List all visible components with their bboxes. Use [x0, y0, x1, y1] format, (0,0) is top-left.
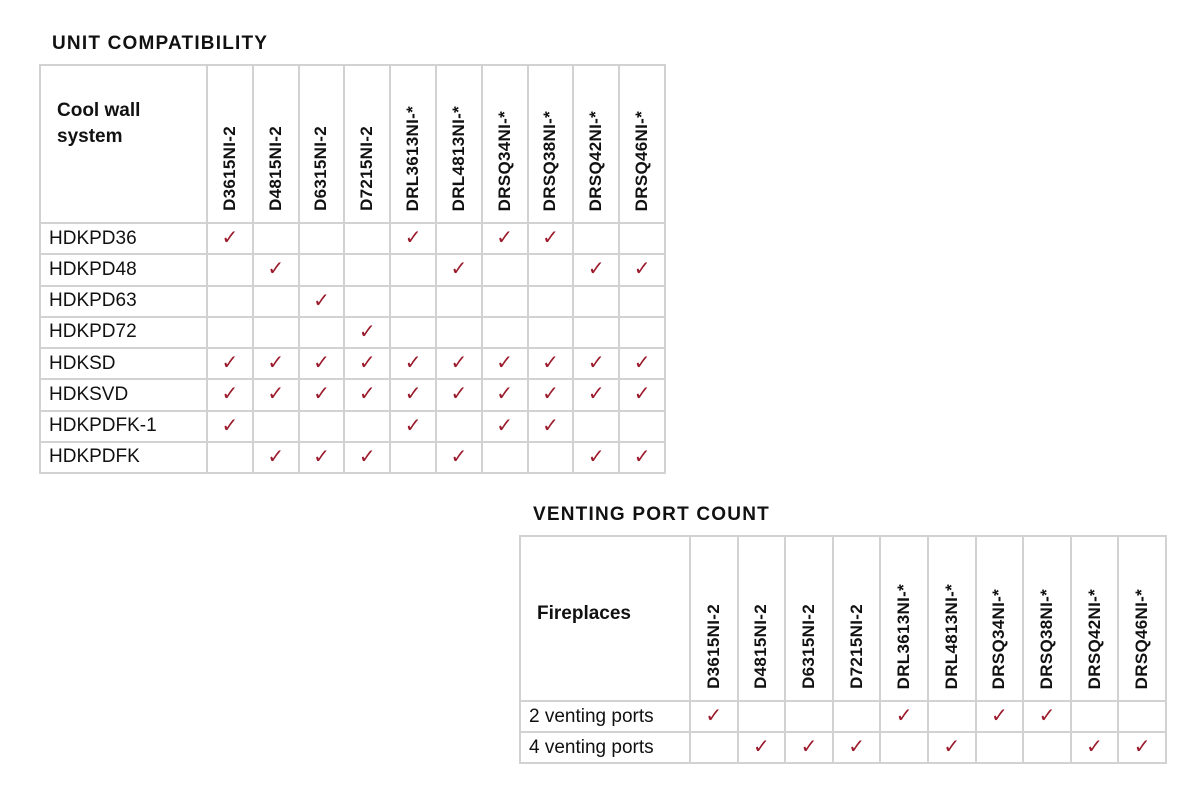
compat-cell [482, 411, 528, 442]
compat-cell [619, 317, 665, 348]
compat-cell [573, 379, 619, 410]
check-icon: ✓ [267, 445, 285, 468]
compat-cell [976, 732, 1024, 763]
check-icon: ✓ [404, 227, 422, 250]
column-header-label: DRSQ38NI-* [1036, 588, 1056, 689]
compat-cell [390, 254, 436, 285]
row-label: HDKPD63 [40, 286, 207, 317]
compat-cell [390, 379, 436, 410]
compat-cell [482, 254, 528, 285]
compat-cell [436, 442, 482, 473]
compat-cell [738, 701, 786, 732]
compat-cell [253, 442, 299, 473]
compat-cell [253, 348, 299, 379]
compat-cell [344, 254, 390, 285]
compat-cell [390, 442, 436, 473]
column-header [207, 65, 253, 223]
row-label: HDKPD48 [40, 254, 207, 285]
compat-cell [299, 223, 345, 254]
venting-port-count-table [519, 535, 1167, 764]
compat-cell [207, 442, 253, 473]
compat-cell [976, 701, 1024, 732]
compat-cell [207, 348, 253, 379]
compat-cell [482, 286, 528, 317]
check-icon: ✓ [313, 352, 330, 375]
check-icon: ✓ [542, 352, 559, 375]
table-row [40, 411, 665, 442]
compat-cell [573, 254, 619, 285]
compat-cell [573, 411, 619, 442]
column-header [619, 65, 665, 223]
compat-cell [619, 379, 665, 410]
compat-cell [528, 254, 574, 285]
compat-cell [482, 317, 528, 348]
table-row [40, 379, 665, 410]
corner-label: Fireplaces [520, 536, 690, 701]
column-header [785, 536, 833, 701]
compat-cell [436, 411, 482, 442]
compat-cell [253, 317, 299, 348]
check-icon: ✓ [1086, 736, 1103, 758]
compat-cell [299, 286, 345, 317]
corner-label: Cool wall system [40, 65, 207, 223]
check-icon: ✓ [848, 736, 865, 758]
column-header [299, 65, 345, 223]
column-header-label: DRL4813NI-* [448, 105, 468, 211]
compat-cell [436, 254, 482, 285]
compat-cell [253, 411, 299, 442]
compat-cell [207, 379, 253, 410]
compat-cell [436, 317, 482, 348]
compat-cell [528, 223, 574, 254]
compat-cell [528, 379, 574, 410]
check-icon: ✓ [221, 414, 239, 437]
compat-cell [573, 348, 619, 379]
unit-compatibility-title: UNIT COMPATIBILITY [52, 33, 269, 54]
compat-cell [573, 442, 619, 473]
column-header [253, 65, 299, 223]
column-header-label: DRSQ46NI-* [1132, 588, 1152, 689]
compat-cell [1118, 732, 1166, 763]
column-header [528, 65, 574, 223]
column-header-label: D4815NI-2 [265, 126, 285, 211]
compat-cell [253, 254, 299, 285]
compat-cell [344, 379, 390, 410]
column-header-label: D3615NI-2 [219, 126, 239, 211]
check-icon: ✓ [450, 258, 468, 281]
compat-cell [436, 223, 482, 254]
check-icon: ✓ [633, 258, 651, 281]
compat-cell [299, 442, 345, 473]
check-icon: ✓ [267, 352, 285, 375]
check-icon: ✓ [542, 414, 559, 437]
compat-cell [619, 348, 665, 379]
column-header-label: DRSQ42NI-* [1084, 588, 1104, 689]
check-icon: ✓ [587, 352, 605, 375]
compat-cell [390, 286, 436, 317]
compat-cell [299, 317, 345, 348]
compat-cell [528, 286, 574, 317]
compat-cell [253, 379, 299, 410]
compat-cell [619, 442, 665, 473]
table-row [40, 317, 665, 348]
column-header [390, 65, 436, 223]
column-header [1023, 536, 1071, 701]
compat-cell [344, 411, 390, 442]
check-icon: ✓ [990, 705, 1008, 727]
compat-cell [390, 411, 436, 442]
compat-cell [299, 411, 345, 442]
check-icon: ✓ [633, 352, 651, 375]
column-header-label: DRSQ38NI-* [540, 110, 560, 211]
check-icon: ✓ [313, 445, 330, 468]
check-icon: ✓ [496, 352, 514, 375]
compat-cell [207, 317, 253, 348]
check-icon: ✓ [705, 705, 723, 727]
table-row [40, 442, 665, 473]
check-icon: ✓ [542, 383, 559, 406]
check-icon: ✓ [587, 445, 605, 468]
column-header [436, 65, 482, 223]
compat-cell [1118, 701, 1166, 732]
column-header [690, 536, 738, 701]
check-icon: ✓ [753, 736, 770, 758]
check-icon: ✓ [1038, 705, 1056, 727]
column-header [1118, 536, 1166, 701]
compat-cell [207, 411, 253, 442]
check-icon: ✓ [267, 258, 285, 281]
check-icon: ✓ [496, 383, 514, 406]
column-header-label: DRSQ34NI-* [989, 588, 1009, 689]
column-header-label: DRSQ42NI-* [586, 110, 606, 211]
compat-cell [344, 348, 390, 379]
compat-cell [1071, 701, 1119, 732]
check-icon: ✓ [542, 227, 559, 250]
check-icon: ✓ [450, 352, 468, 375]
check-icon: ✓ [404, 414, 422, 437]
compat-cell [344, 223, 390, 254]
check-icon: ✓ [587, 383, 605, 406]
check-icon: ✓ [404, 352, 422, 375]
unit-compatibility-table [39, 64, 666, 474]
compat-cell [880, 701, 928, 732]
column-header-label: DRL3613NI-* [894, 583, 914, 689]
compat-cell [436, 286, 482, 317]
table-row [40, 286, 665, 317]
check-icon: ✓ [895, 705, 913, 727]
check-icon: ✓ [358, 352, 376, 375]
column-header [880, 536, 928, 701]
column-header [344, 65, 390, 223]
table-row [40, 254, 665, 285]
venting-port-count-title: VENTING PORT COUNT [533, 504, 770, 525]
row-label: HDKPD36 [40, 223, 207, 254]
check-icon: ✓ [496, 414, 514, 437]
check-icon: ✓ [633, 383, 651, 406]
compat-cell [299, 348, 345, 379]
compat-cell [690, 732, 738, 763]
row-label: HDKSVD [40, 379, 207, 410]
check-icon: ✓ [1133, 736, 1151, 758]
column-header-label: D3615NI-2 [703, 604, 723, 689]
compat-cell [785, 701, 833, 732]
compat-cell [207, 254, 253, 285]
check-icon: ✓ [313, 289, 330, 312]
column-header [573, 65, 619, 223]
compat-cell [619, 254, 665, 285]
column-header-label: DRSQ34NI-* [494, 110, 514, 211]
check-icon: ✓ [496, 227, 514, 250]
compat-cell [299, 254, 345, 285]
compat-cell [253, 286, 299, 317]
column-header-label: DRL4813NI-* [941, 583, 961, 689]
compat-cell [1071, 732, 1119, 763]
compat-cell [344, 286, 390, 317]
compat-cell [207, 223, 253, 254]
compat-cell [299, 379, 345, 410]
check-icon: ✓ [358, 383, 376, 406]
check-icon: ✓ [313, 383, 330, 406]
compat-cell [390, 223, 436, 254]
compat-cell [482, 223, 528, 254]
check-icon: ✓ [800, 736, 818, 758]
compat-cell [928, 701, 976, 732]
column-header [833, 536, 881, 701]
row-label: HDKSD [40, 348, 207, 379]
compat-cell [436, 379, 482, 410]
check-icon: ✓ [404, 383, 422, 406]
table-row [520, 732, 1166, 763]
check-icon: ✓ [267, 383, 285, 406]
compat-cell [573, 223, 619, 254]
compat-cell [690, 701, 738, 732]
compat-cell [528, 442, 574, 473]
header-row [520, 536, 1166, 701]
column-header-label: D6315NI-2 [311, 126, 331, 211]
compat-cell [528, 411, 574, 442]
compat-cell [880, 732, 928, 763]
compat-cell [785, 732, 833, 763]
row-label: 4 venting ports [520, 732, 690, 763]
column-header [976, 536, 1024, 701]
compat-cell [928, 732, 976, 763]
compat-cell [833, 701, 881, 732]
column-header [928, 536, 976, 701]
compat-cell [833, 732, 881, 763]
compat-cell [436, 348, 482, 379]
column-header-label: D4815NI-2 [751, 604, 771, 689]
compat-cell [573, 286, 619, 317]
check-icon: ✓ [587, 258, 605, 281]
header-row [40, 65, 665, 223]
column-header [482, 65, 528, 223]
row-label: HDKPDFK-1 [40, 411, 207, 442]
compat-cell [482, 348, 528, 379]
check-icon: ✓ [633, 445, 651, 468]
compat-cell [738, 732, 786, 763]
compat-cell [344, 317, 390, 348]
row-label: 2 venting ports [520, 701, 690, 732]
compat-cell [344, 442, 390, 473]
column-header-label: DRL3613NI-* [403, 105, 423, 211]
column-header-label: D7215NI-2 [846, 604, 866, 689]
table-row [40, 223, 665, 254]
table-row [520, 701, 1166, 732]
compat-cell [619, 286, 665, 317]
compat-cell [528, 348, 574, 379]
row-label: HDKPDFK [40, 442, 207, 473]
compat-cell [1023, 701, 1071, 732]
compat-cell [619, 223, 665, 254]
column-header-label: D7215NI-2 [357, 126, 377, 211]
column-header-label: DRSQ46NI-* [632, 110, 652, 211]
column-header [1071, 536, 1119, 701]
compat-cell [1023, 732, 1071, 763]
check-icon: ✓ [358, 320, 376, 343]
check-icon: ✓ [943, 736, 961, 758]
compat-cell [207, 286, 253, 317]
check-icon: ✓ [358, 445, 376, 468]
column-header [738, 536, 786, 701]
row-label: HDKPD72 [40, 317, 207, 348]
compat-cell [619, 411, 665, 442]
compat-cell [253, 223, 299, 254]
compat-cell [390, 348, 436, 379]
check-icon: ✓ [221, 227, 239, 250]
check-icon: ✓ [221, 352, 239, 375]
compat-cell [528, 317, 574, 348]
compat-cell [390, 317, 436, 348]
check-icon: ✓ [450, 383, 468, 406]
compat-cell [573, 317, 619, 348]
column-header-label: D6315NI-2 [798, 604, 818, 689]
table-row [40, 348, 665, 379]
compat-cell [482, 379, 528, 410]
check-icon: ✓ [450, 445, 468, 468]
compat-cell [482, 442, 528, 473]
check-icon: ✓ [221, 383, 239, 406]
